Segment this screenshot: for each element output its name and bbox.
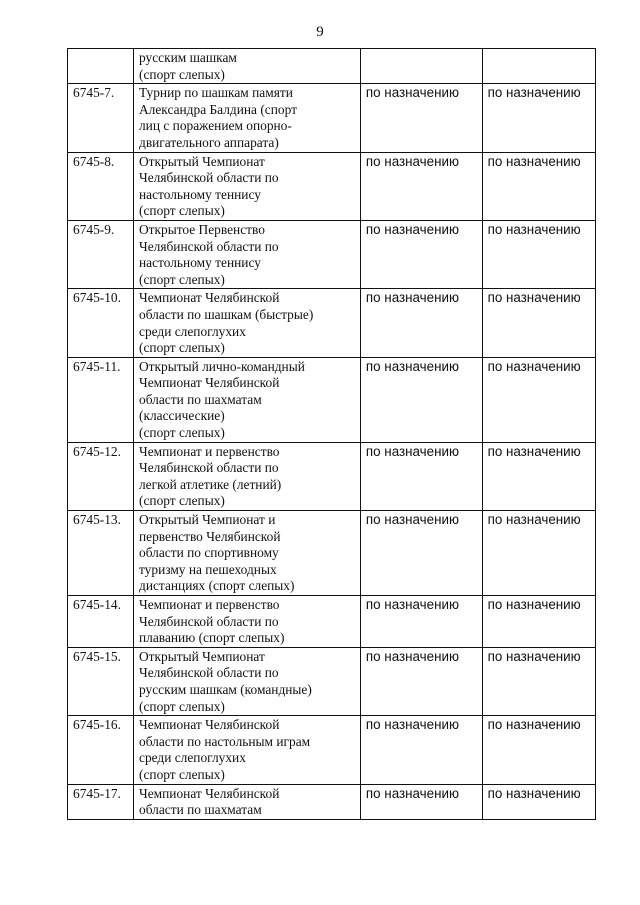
event-name-line: Открытое Первенство — [139, 221, 265, 237]
event-name-cell — [134, 220, 361, 288]
event-name-line: Челябинской области по — [139, 460, 279, 476]
event-name-line: Открытый лично-командный — [139, 358, 305, 374]
event-name-line: (спорт слепых) — [139, 425, 225, 441]
event-name-line: Чемпионат Челябинской — [139, 290, 280, 306]
assignment-cell: по назначению — [360, 289, 482, 357]
assignment-cell: по назначению — [482, 716, 595, 784]
assignment-cell: по назначению — [360, 152, 482, 220]
event-name-cell — [134, 716, 361, 784]
row-number-cell: 6745-12. — [68, 442, 134, 510]
event-name-line: области по настольным играм — [139, 733, 311, 749]
event-name-line: Александра Балдина (спорт — [139, 101, 297, 117]
assignment-cell: по назначению — [360, 357, 482, 442]
table-row — [68, 716, 596, 784]
event-name-cell — [134, 289, 361, 357]
event-name-line: (спорт слепых) — [139, 203, 225, 219]
event-name-line: (классические) — [139, 408, 225, 424]
event-name-cell — [134, 357, 361, 442]
row-number-cell: 6745-16. — [68, 716, 134, 784]
assignment-cell: по назначению — [482, 84, 595, 152]
table-row — [68, 784, 596, 819]
event-name-cell — [134, 152, 361, 220]
event-name-line: Открытый Чемпионат и — [139, 512, 276, 528]
event-name-line: Турнир по шашкам памяти — [139, 85, 293, 101]
event-name-line: настольному теннису — [139, 255, 261, 271]
assignment-cell: по назначению — [360, 84, 482, 152]
event-name-cell — [134, 442, 361, 510]
event-name-line: Открытый Чемпионат — [139, 153, 265, 169]
row-number-cell: 6745-9. — [68, 220, 134, 288]
event-name-cell — [134, 647, 361, 715]
table-row — [68, 357, 596, 442]
table-row — [68, 511, 596, 596]
event-name-line: Открытый Чемпионат — [139, 648, 265, 664]
event-name-line: дистанциях (спорт слепых) — [139, 578, 295, 594]
event-name-line: области по спортивному — [139, 545, 279, 561]
assignment-cell: по назначению — [360, 716, 482, 784]
assignment-cell — [360, 49, 482, 84]
event-name-line: Челябинской области по — [139, 170, 279, 186]
event-name-line: (спорт слепых) — [139, 66, 225, 82]
table-row — [68, 289, 596, 357]
assignment-cell: по назначению — [360, 442, 482, 510]
assignment-cell: по назначению — [360, 784, 482, 819]
event-name-cell — [134, 84, 361, 152]
row-number-cell: 6745-17. — [68, 784, 134, 819]
event-name-line: среди слепоглухих — [139, 323, 246, 339]
event-name-line: двигательного аппарата) — [139, 134, 279, 150]
row-number-cell: 6745-10. — [68, 289, 134, 357]
assignment-cell: по назначению — [360, 596, 482, 648]
events-table — [67, 48, 596, 820]
event-name-line: туризму на пешеходных — [139, 561, 277, 577]
assignment-cell — [482, 49, 595, 84]
event-name-line: (спорт слепых) — [139, 340, 225, 356]
assignment-cell: по назначению — [482, 220, 595, 288]
event-name-line: лиц с поражением опорно- — [139, 118, 292, 134]
event-name-line: плаванию (спорт слепых) — [139, 630, 285, 646]
event-name-line: Чемпионат и первенство — [139, 443, 280, 459]
event-name-line: русским шашкам — [139, 50, 237, 65]
assignment-cell: по назначению — [482, 357, 595, 442]
assignment-cell: по назначению — [482, 596, 595, 648]
assignment-cell: по назначению — [360, 511, 482, 596]
event-name-line: первенство Челябинской — [139, 528, 281, 544]
event-name-line: русским шашкам (командные) — [139, 681, 312, 697]
assignment-cell: по назначению — [482, 289, 595, 357]
event-name-line: (спорт слепых) — [139, 698, 225, 714]
page-number: 9 — [316, 24, 324, 40]
event-name-line: легкой атлетике (летний) — [139, 476, 282, 492]
event-name-line: области по шахматам — [139, 391, 262, 407]
row-number-cell: 6745-8. — [68, 152, 134, 220]
assignment-cell: по назначению — [482, 152, 595, 220]
table-row — [68, 596, 596, 648]
event-name-line: настольному теннису — [139, 186, 261, 202]
event-name-line: Чемпионат Челябинской — [139, 785, 280, 801]
event-name-line: Чемпионат и первенство — [139, 597, 280, 612]
assignment-cell: по назначению — [482, 511, 595, 596]
event-name-cell — [134, 784, 361, 819]
event-name-line: Чемпионат Челябинской — [139, 717, 280, 733]
row-number-cell: 6745-15. — [68, 647, 134, 715]
row-number-cell: 6745-7. — [68, 84, 134, 152]
event-name-line: (спорт слепых) — [139, 271, 225, 287]
event-name-line: Челябинской области по — [139, 238, 279, 254]
event-name-line: среди слепоглухих — [139, 750, 246, 766]
event-name-cell — [134, 511, 361, 596]
event-name-line: области по шашкам (быстрые) — [139, 306, 314, 322]
table-row — [68, 84, 596, 152]
event-name-line: (спорт слепых) — [139, 766, 225, 782]
event-name-line: Челябинской области по — [139, 665, 279, 681]
row-number-cell: 6745-14. — [68, 596, 134, 648]
table-row — [68, 152, 596, 220]
table-row — [68, 220, 596, 288]
assignment-cell: по назначению — [482, 647, 595, 715]
table-row — [68, 442, 596, 510]
assignment-cell: по назначению — [482, 442, 595, 510]
row-number-cell: 6745-13. — [68, 511, 134, 596]
row-number-cell: 6745-11. — [68, 357, 134, 442]
event-name-cell — [134, 49, 361, 84]
table-row — [68, 647, 596, 715]
event-name-cell — [134, 596, 361, 648]
event-name-line: (спорт слепых) — [139, 493, 225, 509]
table-row — [68, 49, 596, 84]
event-name-line: Челябинской области по — [139, 613, 279, 629]
events-table-body — [68, 49, 596, 820]
row-number-cell — [68, 49, 134, 84]
assignment-cell: по назначению — [360, 647, 482, 715]
assignment-cell: по назначению — [482, 784, 595, 819]
event-name-line: Чемпионат Челябинской — [139, 375, 280, 391]
assignment-cell: по назначению — [360, 220, 482, 288]
event-name-line: области по шахматам — [139, 802, 262, 818]
